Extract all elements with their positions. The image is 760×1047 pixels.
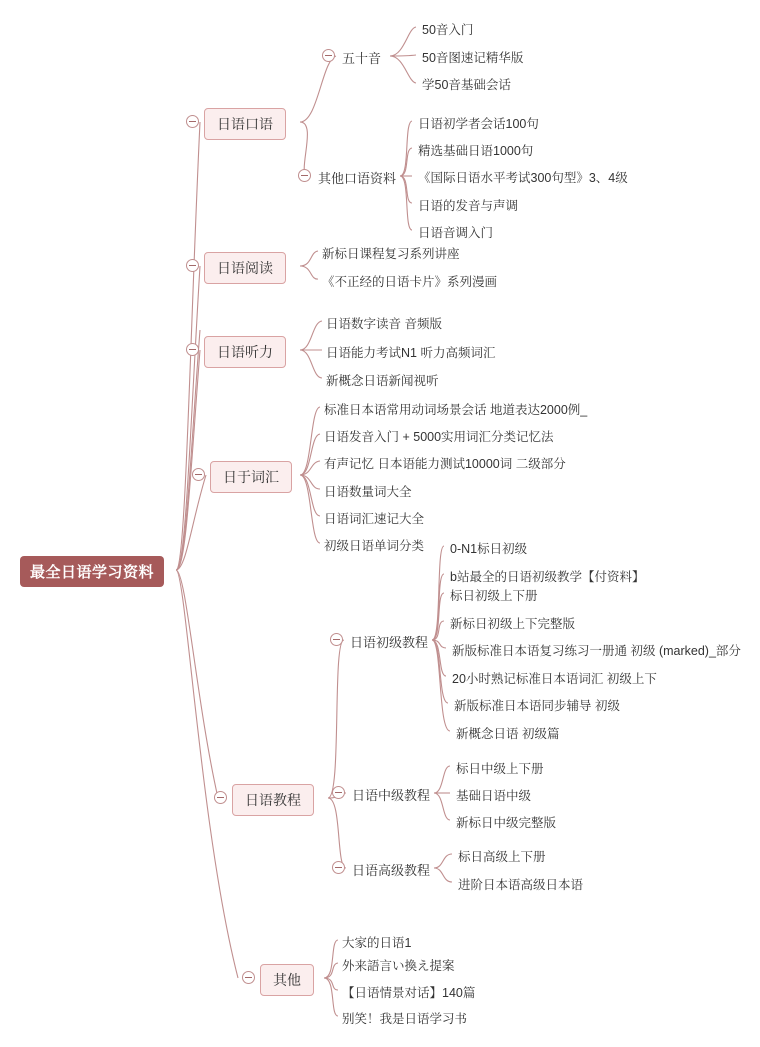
leaf-node[interactable]: 新标日课程复习系列讲座: [322, 247, 460, 261]
leaf-node[interactable]: 日语数量词大全: [324, 485, 412, 499]
leaf-node[interactable]: 初级日语单词分类: [324, 539, 425, 553]
branch-node-2[interactable]: 日语听力: [204, 336, 286, 368]
branch-node-4[interactable]: 日语教程: [232, 784, 314, 816]
leaf-node[interactable]: 进阶日本语高级日本语: [458, 878, 584, 892]
leaf-node[interactable]: 基础日语中级: [456, 789, 532, 803]
leaf-node[interactable]: 外来語言い換え提案: [342, 959, 455, 973]
leaf-node[interactable]: 新标日初级上下完整版: [450, 617, 576, 631]
leaf-node[interactable]: 20小时熟记标准日本语词汇 初级上下: [452, 672, 657, 686]
branch-node-1[interactable]: 日语阅读: [204, 252, 286, 284]
toggle-branch-2[interactable]: [186, 343, 199, 356]
leaf-node[interactable]: 50音入门: [422, 23, 474, 37]
root-node[interactable]: 最全日语学习资料: [20, 556, 164, 587]
toggle-branch-4-child-0[interactable]: [330, 633, 343, 646]
leaf-node[interactable]: 日语的发音与声调: [418, 199, 519, 213]
leaf-node[interactable]: 《国际日语水平考试300句型》3、4级: [418, 171, 628, 185]
toggle-branch-5[interactable]: [242, 971, 255, 984]
leaf-node[interactable]: 日语发音入门 + 5000实用词汇分类记忆法: [324, 430, 554, 444]
sub-node-4-1[interactable]: 日语中级教程: [352, 788, 431, 803]
sub-node-0-0[interactable]: 五十音: [342, 51, 382, 66]
leaf-node[interactable]: 标日初级上下册: [450, 589, 538, 603]
toggle-branch-3[interactable]: [192, 468, 205, 481]
toggle-branch-4[interactable]: [214, 791, 227, 804]
leaf-node[interactable]: 【日语情景对话】140篇: [342, 986, 476, 1000]
leaf-node[interactable]: 日语音调入门: [418, 226, 494, 240]
leaf-node[interactable]: 新版标准日本语复习练习一册通 初级 (marked)_部分: [452, 644, 741, 658]
toggle-branch-1[interactable]: [186, 259, 199, 272]
leaf-node[interactable]: 《不正经的日语卡片》系列漫画: [322, 275, 498, 289]
toggle-branch-0-child-1[interactable]: [298, 169, 311, 182]
leaf-node[interactable]: 别笑！我是日语学习书: [342, 1012, 468, 1026]
leaf-node[interactable]: 新标日中级完整版: [456, 816, 557, 830]
leaf-node[interactable]: 新概念日语 初级篇: [456, 727, 560, 741]
sub-node-0-1[interactable]: 其他口语资料: [318, 171, 397, 186]
leaf-node[interactable]: 50音图速记精华版: [422, 51, 524, 65]
leaf-node[interactable]: 精选基础日语1000句: [418, 144, 534, 158]
branch-node-3[interactable]: 日于词汇: [210, 461, 292, 493]
leaf-node[interactable]: 新版标准日本语同步辅导 初级: [454, 699, 620, 713]
toggle-branch-4-child-1[interactable]: [332, 786, 345, 799]
leaf-node[interactable]: 日语初学者会话100句: [418, 117, 539, 131]
sub-node-4-0[interactable]: 日语初级教程: [350, 635, 429, 650]
leaf-node[interactable]: 日语能力考试N1 听力高频词汇: [326, 346, 496, 360]
toggle-branch-0[interactable]: [186, 115, 199, 128]
leaf-node[interactable]: 标日高级上下册: [458, 850, 546, 864]
leaf-node[interactable]: 标准日本语常用动词场景会话 地道表达2000例_: [324, 403, 588, 417]
leaf-node[interactable]: 标日中级上下册: [456, 762, 544, 776]
leaf-node[interactable]: 大家的日语1: [342, 936, 412, 950]
leaf-node[interactable]: 有声记忆 日本语能力测试10000词 二级部分: [324, 457, 566, 471]
leaf-node[interactable]: 新概念日语新闻视听: [326, 374, 439, 388]
leaf-node[interactable]: 学50音基础会话: [422, 78, 511, 92]
sub-node-4-2[interactable]: 日语高级教程: [352, 863, 431, 878]
toggle-branch-0-child-0[interactable]: [322, 49, 335, 62]
branch-node-0[interactable]: 日语口语: [204, 108, 286, 140]
leaf-node[interactable]: 0-N1标日初级: [450, 542, 528, 556]
toggle-branch-4-child-2[interactable]: [332, 861, 345, 874]
leaf-node[interactable]: 日语数字读音 音频版: [326, 317, 442, 331]
leaf-node[interactable]: 日语词汇速记大全: [324, 512, 425, 526]
branch-node-5[interactable]: 其他: [260, 964, 314, 996]
leaf-node[interactable]: b站最全的日语初级教学【付资料】: [450, 570, 645, 584]
